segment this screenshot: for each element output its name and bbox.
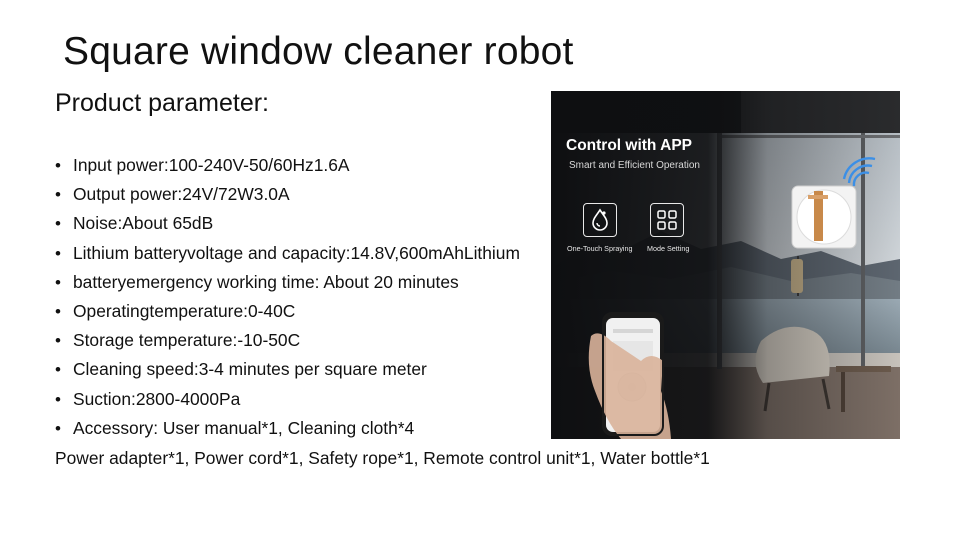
parameter-list [55,151,520,443]
photo-heading: Control with APP [566,137,692,154]
one-touch-spraying-button [583,203,617,237]
list-item: • batteryemergency working time: About 20 minutes [55,268,520,297]
list-item: • Output power:24V/72W3.0A [55,180,520,209]
accessory-continuation: Power adapter*1, Power cord*1, Safety rope*1, Remote control unit*1, Water bottle*1 [55,448,710,468]
water-drop-icon [584,204,616,236]
photo-subheading: Smart and Efficient Operation [569,160,700,171]
slide-title: Square window cleaner robot [63,30,574,73]
list-item: • Operatingtemperature:0-40C [55,297,520,326]
list-item: • Cleaning speed:3-4 minutes per square meter [55,355,520,384]
list-item: • Input power:100-240V-50/60Hz1.6A [55,151,520,180]
slide-subtitle: Product parameter: [55,89,269,117]
list-item: • Suction:2800-4000Pa [55,385,520,414]
product-photo [551,91,900,439]
mode-setting-button [650,203,684,237]
list-item: • Lithium batteryvoltage and capacity:14.8V,600mAhLithium [55,239,520,268]
feature-label: Mode Setting [647,244,690,253]
grid-icon [651,204,683,236]
list-item: • Accessory: User manual*1, Cleaning cloth*4 [55,414,520,443]
feature-label: One-Touch Spraying [567,244,633,253]
list-item: • Storage temperature:-10-50C [55,326,520,355]
list-item: • Noise:About 65dB [55,209,520,238]
